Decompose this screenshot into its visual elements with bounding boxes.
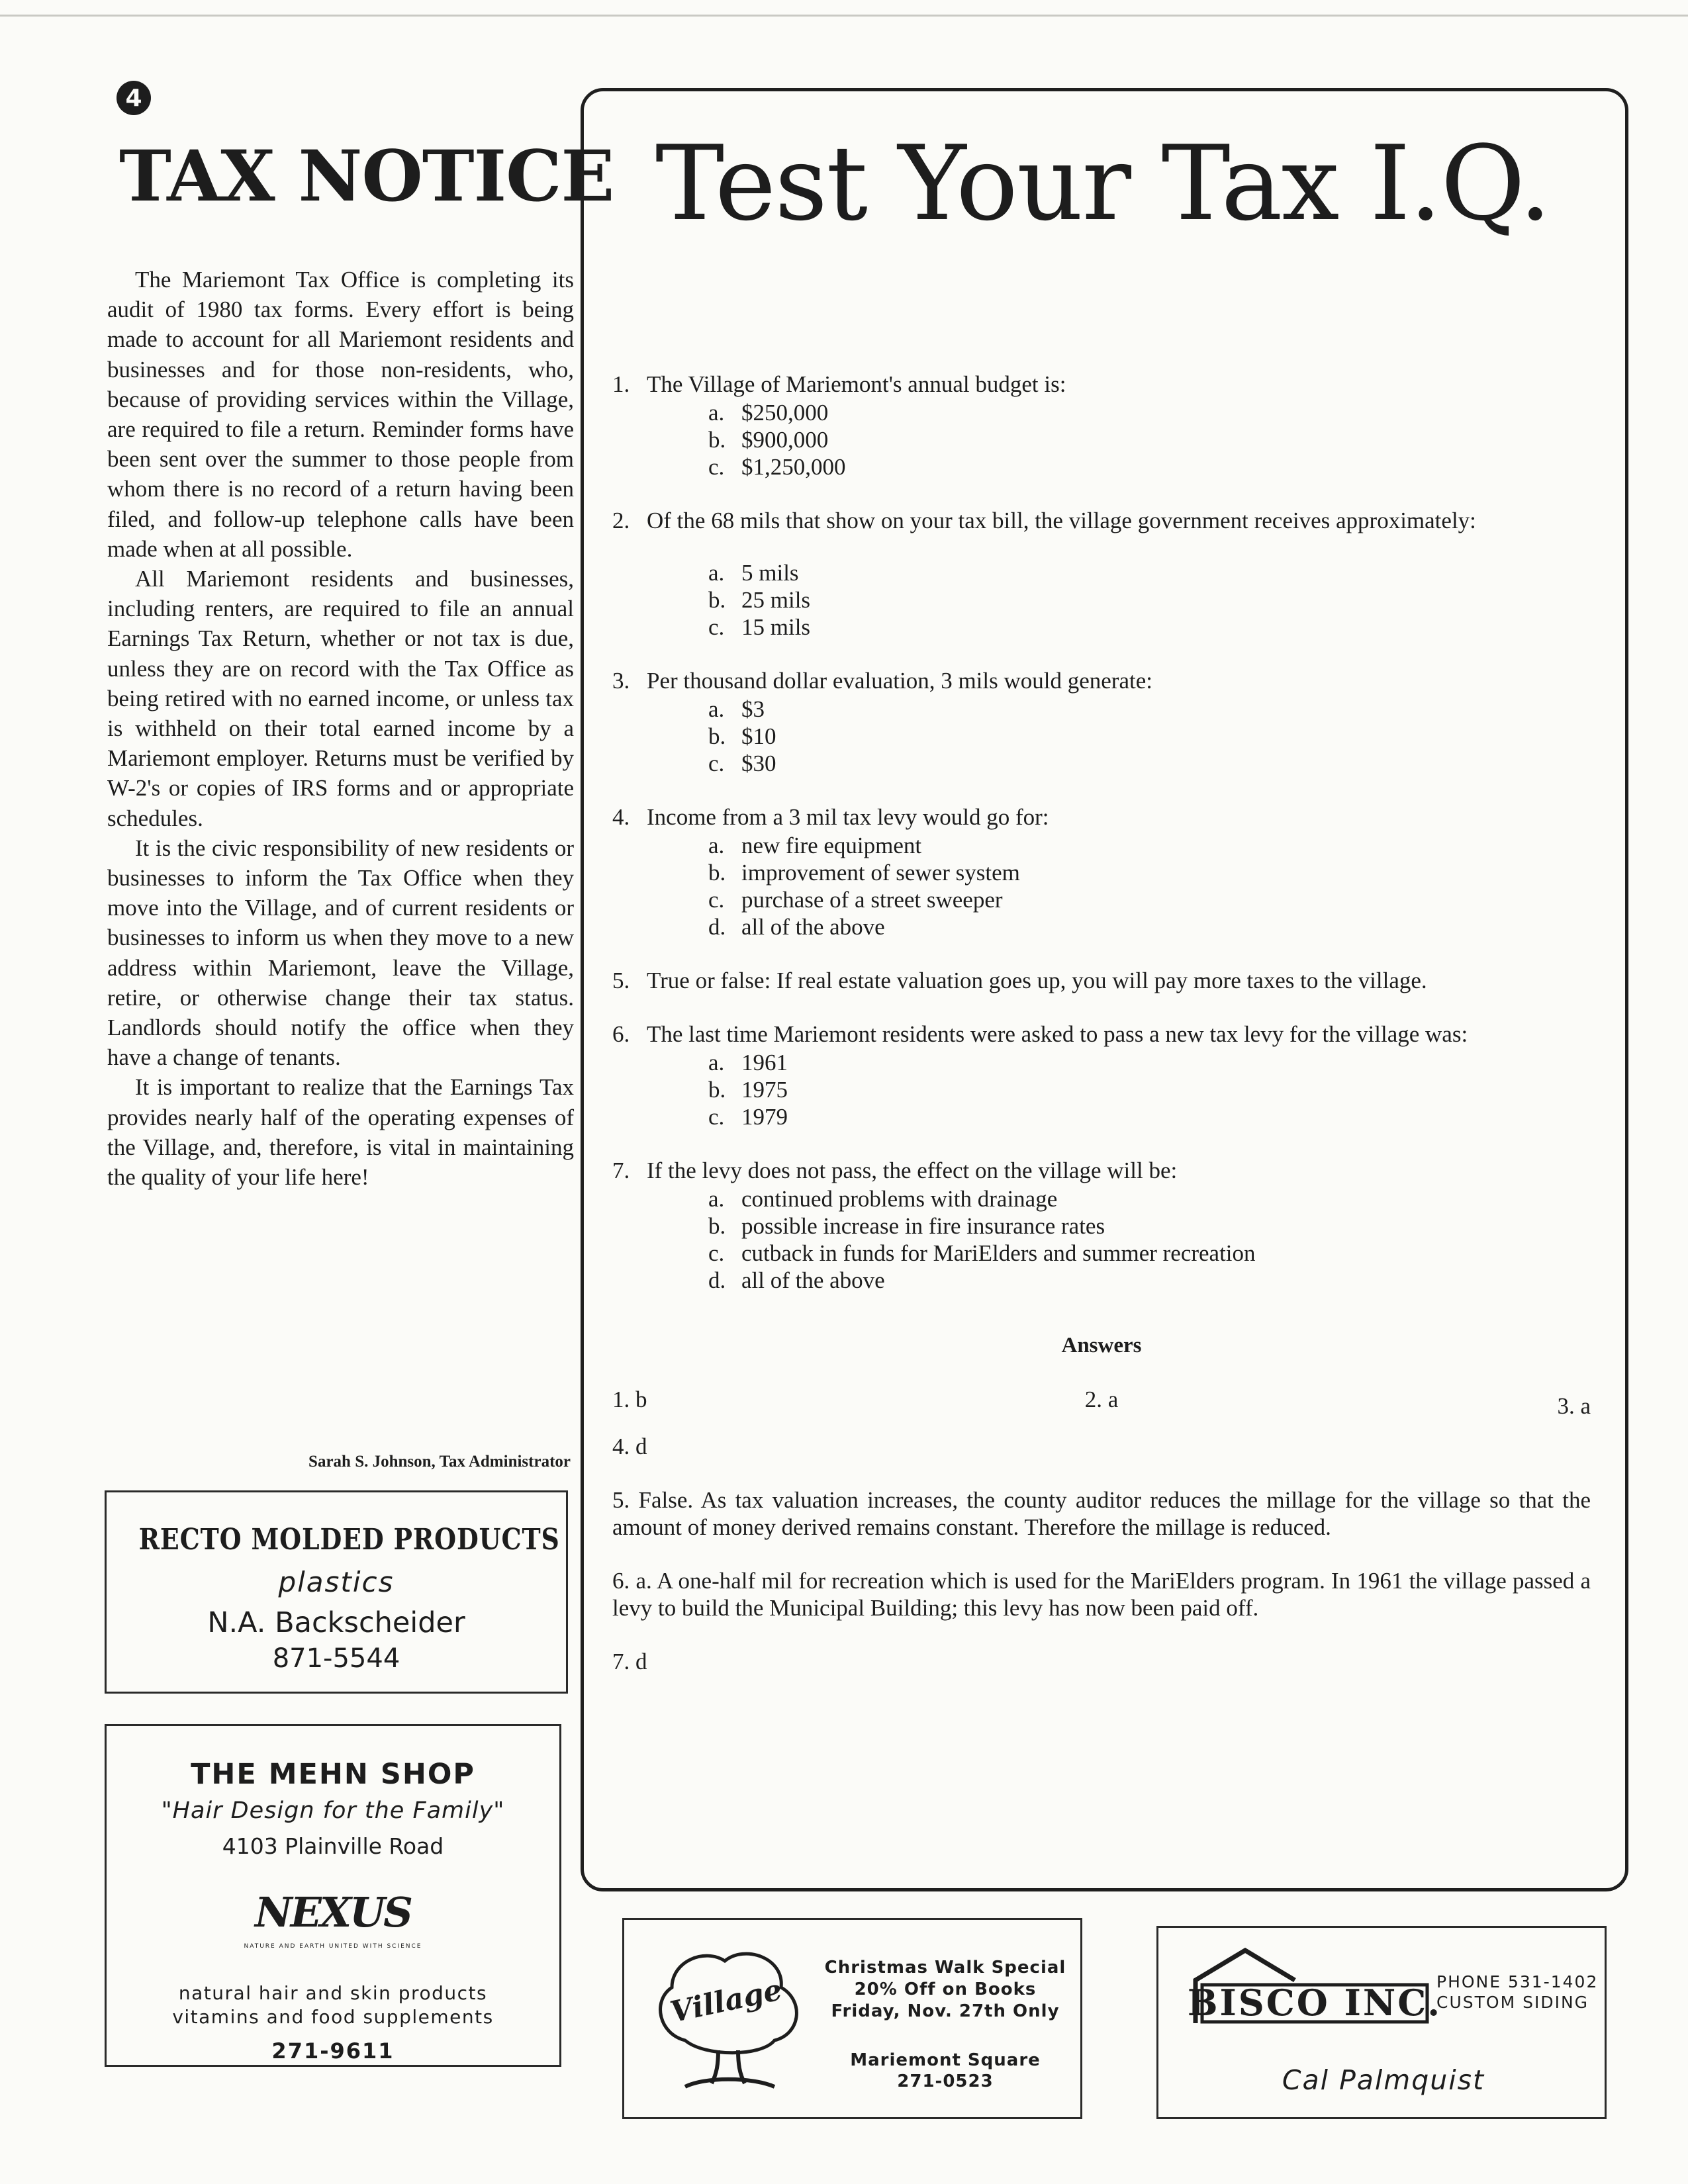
quiz-question (612, 803, 1591, 940)
recto-subtitle: plastics (278, 1566, 395, 1598)
mehn-desc-line: natural hair and skin products (178, 1982, 488, 2004)
quiz-question (612, 1157, 1591, 1294)
question-text: The last time Mariemont residents were asked to pass a new tax levy for the village was: (647, 1021, 1468, 1047)
option-item (708, 614, 1591, 641)
page-top-rule (0, 15, 1688, 17)
option-text: 1979 (741, 1104, 788, 1130)
bisco-service: CUSTOM SIDING (1436, 1993, 1589, 2012)
article-paragraph: All Mariemont residents and businesses, including renters, are required to file an annual Earnings Tax Return, whether or not tax is due, unless they are on record with the Tax Office as being retired with no earned income, or unless tax is withheld on their total earned income by a Mariemont employer. Returns must be verified by W-2's or copies of IRS forms and or appropriate schedules. (107, 566, 574, 831)
question-number: 1. (612, 371, 630, 397)
option-letter: a. (708, 1050, 725, 1075)
question-options (612, 1185, 1591, 1294)
svg-text:BISCO INC.: BISCO INC. (1187, 1981, 1442, 2024)
option-letter: b. (708, 723, 726, 749)
village-address: Mariemont Square (850, 2050, 1041, 2070)
option-item (708, 426, 1591, 453)
article-paragraph: It is important to realize that the Earnings Tax provides nearly half of the operating expenses of the Village, and, therefore, is vital in maintaining the quality of your life here! (107, 1074, 574, 1191)
question-stem (612, 1157, 1591, 1184)
question-options (612, 399, 1591, 480)
mehn-name: THE MEHN SHOP (191, 1758, 475, 1791)
option-letter: b. (708, 1077, 726, 1103)
village-bookstore-ad (622, 1918, 1082, 2119)
option-item (708, 696, 1591, 723)
option-item (708, 832, 1591, 859)
answer-item: 6. a. A one-half mil for recreation which is used for the MariElders program. In 1961 the village passed a levy to build the Municipal Building; this levy has now been paid off. (612, 1568, 1591, 1621)
option-item (708, 1185, 1591, 1212)
question-number: 3. (612, 668, 630, 694)
option-letter: a. (708, 400, 725, 426)
answer-item: 7. d (612, 1649, 647, 1674)
option-text: all of the above (741, 914, 885, 940)
question-list (612, 371, 1591, 1294)
question-text: If the levy does not pass, the effect on the village will be: (647, 1158, 1178, 1183)
mehn-phone: 271-9611 (271, 2038, 395, 2064)
option-item (708, 859, 1591, 886)
svg-text:Village: Village (667, 1973, 785, 2030)
quiz-body (612, 371, 1591, 1702)
question-number: 6. (612, 1021, 630, 1047)
option-item (708, 1103, 1591, 1130)
article-paragraph: The Mariemont Tax Office is completing its audit of 1980 tax forms. Every effort is being made to account for all Mariemont residents and businesses and for those non-residents, who, because of providing services within the Village, are required to file a return. Reminder forms have been sent over the summer to those people from whom there is no record of a return having been filed, and follow-up telephone calls have been made when at all possible. (107, 267, 574, 562)
tax-notice-title: TAX NOTICE (119, 134, 614, 217)
nexus-logo: NEXUS (255, 1888, 411, 1936)
mehn-description (107, 1981, 559, 2029)
answer-item: 3. a (1557, 1393, 1591, 1419)
question-options (612, 696, 1591, 777)
mehn-shop-ad (105, 1724, 561, 2067)
answers-heading: Answers (1061, 1334, 1142, 1357)
special-line: Friday, Nov. 27th Only (831, 2001, 1060, 2021)
option-text: 1961 (741, 1050, 788, 1075)
option-text: $900,000 (741, 427, 829, 453)
option-item (708, 586, 1591, 614)
option-text: purchase of a street sweeper (741, 887, 1003, 913)
special-line: 20% Off on Books (854, 1979, 1037, 1999)
option-letter: a. (708, 560, 725, 586)
option-item (708, 886, 1591, 913)
option-item (708, 723, 1591, 750)
special-line: Christmas Walk Special (824, 1958, 1066, 1978)
question-stem (612, 507, 1591, 534)
quiz-question (612, 667, 1591, 777)
option-letter: b. (708, 587, 726, 613)
recto-phone: 871-5544 (272, 1643, 400, 1674)
article-signature: Sarah S. Johnson, Tax Administrator (308, 1453, 571, 1471)
question-text: The Village of Mariemont's annual budget is: (647, 371, 1066, 397)
bisco-contact: Cal Palmquist (1282, 2064, 1485, 2096)
recto-contact: N.A. Backscheider (207, 1606, 465, 1639)
village-special (823, 1957, 1068, 2023)
mehn-address: 4103 Plainville Road (222, 1833, 444, 1859)
option-letter: c. (708, 1240, 725, 1266)
quiz-title: Test Your Tax I.Q. (655, 123, 1551, 244)
question-options (612, 559, 1591, 641)
option-text: 15 mils (741, 614, 811, 640)
bisco-ad (1156, 1926, 1607, 2119)
option-letter: c. (708, 1104, 725, 1130)
option-item (708, 399, 1591, 426)
option-letter: d. (708, 914, 726, 940)
answer-item: 1. b (612, 1387, 647, 1412)
option-text: $10 (741, 723, 776, 749)
option-text: possible increase in fire insurance rates (741, 1213, 1105, 1239)
village-tree-logo (645, 1941, 811, 2100)
option-item (708, 750, 1591, 777)
option-item (708, 453, 1591, 480)
question-text: Per thousand dollar evaluation, 3 mils would generate: (647, 668, 1152, 694)
option-text: all of the above (741, 1267, 885, 1293)
option-item (708, 913, 1591, 940)
bisco-house-logo (1182, 1944, 1447, 2030)
question-text: True or false: If real estate valuation goes up, you will pay more taxes to the village. (647, 968, 1427, 993)
question-stem (612, 967, 1591, 994)
question-stem (612, 803, 1591, 831)
mehn-slogan: "Hair Design for the Family" (161, 1797, 505, 1824)
question-number: 4. (612, 804, 630, 830)
option-letter: a. (708, 696, 725, 722)
option-item (708, 1049, 1591, 1076)
option-text: improvement of sewer system (741, 860, 1020, 886)
option-item (708, 1076, 1591, 1103)
tax-notice-article (107, 265, 574, 1192)
option-text: $1,250,000 (741, 454, 846, 480)
question-stem (612, 667, 1591, 694)
article-paragraph: It is the civic responsibility of new residents or businesses to inform the Tax Office when they move into the Village, and of current residents or businesses to inform us when they move to a new address within Mariemont, leave the Village, retire, or otherwise change their tax status. Landlords should notify the office when they have a change of tenants. (107, 835, 574, 1071)
village-location (823, 2050, 1068, 2092)
question-stem (612, 371, 1591, 398)
option-letter: a. (708, 833, 725, 858)
option-text: $3 (741, 696, 765, 722)
option-text: 1975 (741, 1077, 788, 1103)
recto-ad (105, 1490, 568, 1694)
bisco-phone: PHONE 531-1402 (1436, 1972, 1599, 1991)
answer-item: 5. False. As tax valuation increases, the county auditor reduces the millage for the village so that the amount of money derived remains constant. Therefore the millage is reduced. (612, 1487, 1591, 1540)
quiz-question (612, 1021, 1591, 1130)
option-item (708, 1212, 1591, 1240)
option-text: new fire equipment (741, 833, 922, 858)
mehn-desc-line: vitamins and food supplements (172, 2006, 494, 2028)
option-item (708, 559, 1591, 586)
option-text: $250,000 (741, 400, 829, 426)
option-letter: c. (708, 751, 725, 776)
option-letter: b. (708, 1213, 726, 1239)
answer-item: 4. d (612, 1433, 647, 1459)
nexus-tagline: NATURE AND EARTH UNITED WITH SCIENCE (244, 1943, 422, 1950)
village-phone: 271-0523 (897, 2071, 994, 2091)
question-number: 7. (612, 1158, 630, 1183)
option-letter: a. (708, 1186, 725, 1212)
question-text: Income from a 3 mil tax levy would go for: (647, 804, 1049, 830)
answers-row (612, 1386, 1591, 1419)
question-stem (612, 1021, 1591, 1048)
question-options (612, 1049, 1591, 1130)
quiz-question (612, 967, 1591, 994)
bisco-info (1436, 1972, 1609, 2013)
answer-item: 2. a (1084, 1387, 1119, 1412)
option-letter: c. (708, 614, 725, 640)
option-letter: b. (708, 860, 726, 886)
quiz-question (612, 371, 1591, 480)
option-item (708, 1240, 1591, 1267)
page-number: 4 (117, 81, 151, 115)
option-text: continued problems with drainage (741, 1186, 1058, 1212)
option-text: $30 (741, 751, 776, 776)
option-text: 25 mils (741, 587, 811, 613)
question-number: 2. (612, 508, 630, 533)
option-letter: c. (708, 887, 725, 913)
option-letter: c. (708, 454, 725, 480)
option-text: 5 mils (741, 560, 799, 586)
option-letter: d. (708, 1267, 726, 1293)
option-text: cutback in funds for MariElders and summer recreation (741, 1240, 1256, 1266)
recto-name: RECTO MOLDED PRODUCTS (138, 1523, 560, 1557)
option-letter: b. (708, 427, 726, 453)
question-options (612, 832, 1591, 940)
question-text: Of the 68 mils that show on your tax bill, the village government receives approximately: (647, 508, 1476, 533)
question-number: 5. (612, 968, 630, 993)
option-item (708, 1267, 1591, 1294)
quiz-question (612, 507, 1591, 641)
